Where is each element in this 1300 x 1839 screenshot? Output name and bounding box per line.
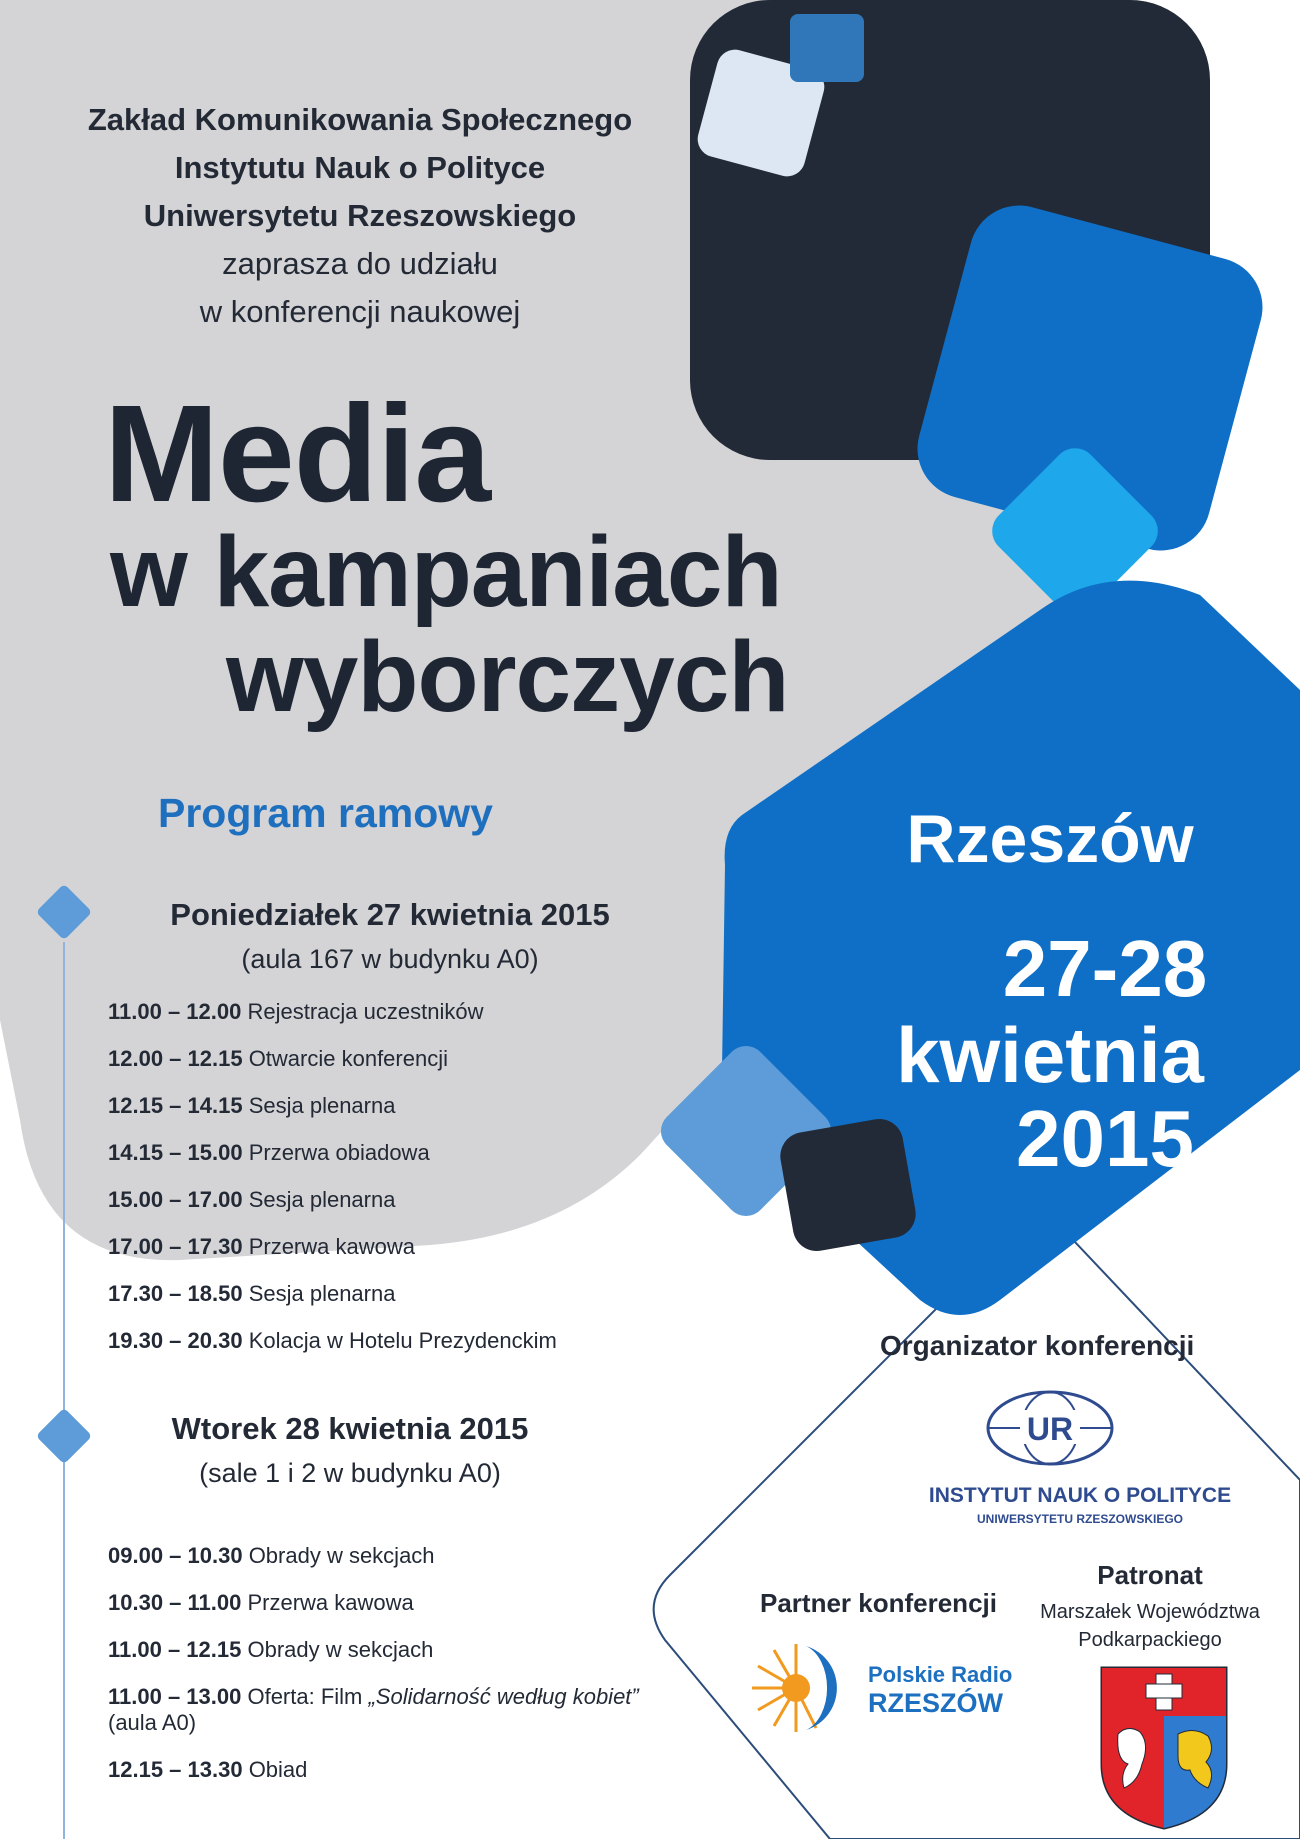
schedule-item: Otwarcie konferencji <box>242 1046 448 1071</box>
intro-line-4: zaprasza do udziału <box>222 246 498 281</box>
day1-schedule <box>108 999 668 1354</box>
polskie-radio-logo <box>748 1640 844 1736</box>
schedule-row <box>108 1328 668 1354</box>
title-line-1: Media <box>104 377 491 531</box>
schedule-row <box>108 1590 708 1616</box>
schedule-time: 14.15 – 15.00 <box>108 1140 243 1165</box>
schedule-row <box>108 1187 668 1213</box>
schedule-item-venue: (aula A0) <box>108 1710 197 1735</box>
event-year: 2015 <box>1016 1094 1194 1183</box>
schedule-item: Sesja plenarna <box>242 1281 396 1306</box>
schedule-item: Kolacja w Hotelu Prezydenckim <box>242 1328 557 1353</box>
day2-schedule <box>108 1543 708 1783</box>
navy-square-small <box>777 1115 920 1255</box>
intro-line-5: w konferencji naukowej <box>199 294 521 329</box>
schedule-row <box>108 1684 708 1736</box>
schedule-time: 19.30 – 20.30 <box>108 1328 243 1353</box>
schedule-item: Przerwa obiadowa <box>242 1140 430 1165</box>
coat-of-arms-icon <box>1098 1664 1230 1832</box>
schedule-time: 17.00 – 17.30 <box>108 1234 243 1259</box>
intro-line-1: Zakład Komunikowania Społecznego <box>87 102 633 137</box>
schedule-time: 11.00 – 12.15 <box>108 1637 242 1662</box>
schedule-row <box>108 1046 668 1072</box>
schedule-item: Przerwa kawowa <box>242 1234 415 1259</box>
intro-line-2: Instytutu Nauk o Polityce <box>174 150 546 185</box>
day2-heading: Wtorek 28 kwietnia 2015 <box>171 1411 529 1446</box>
schedule-row <box>108 999 668 1025</box>
schedule-item: Obrady w sekcjach <box>241 1637 434 1662</box>
title-line-2: w kampaniach <box>110 516 782 628</box>
schedule-film-title: „Solidarność według kobiet” <box>368 1684 639 1709</box>
schedule-time: 12.00 – 12.15 <box>108 1046 243 1071</box>
schedule-time: 15.00 – 17.00 <box>108 1187 243 1212</box>
schedule-time: 09.00 – 10.30 <box>108 1543 243 1568</box>
patron-heading: Patronat <box>1097 1560 1203 1590</box>
title-line-3: wyborczych <box>226 621 789 733</box>
schedule-time: 17.30 – 18.50 <box>108 1281 243 1306</box>
schedule-item: Sesja plenarna <box>242 1093 396 1118</box>
schedule-row <box>108 1543 708 1569</box>
schedule-row <box>108 1093 668 1119</box>
intro-block <box>40 96 680 336</box>
schedule-row <box>108 1757 708 1783</box>
event-month: kwietnia <box>896 1011 1204 1099</box>
organizer-name: INSTYTUT NAUK O POLITYCE <box>928 1484 1232 1507</box>
event-city: Rzeszów <box>906 801 1194 877</box>
partner-name: Polskie Radio <box>868 1662 1013 1687</box>
day1-heading: Poniedziałek 27 kwietnia 2015 <box>170 897 610 932</box>
schedule-item: Przerwa kawowa <box>241 1590 414 1615</box>
schedule-item: Rejestracja uczestników <box>241 999 484 1024</box>
schedule-item: Obrady w sekcjach <box>242 1543 435 1568</box>
partner-heading: Partner konferencji <box>760 1588 997 1618</box>
schedule-row <box>108 1234 668 1260</box>
schedule-time: 12.15 – 13.30 <box>108 1757 243 1782</box>
schedule-row <box>108 1281 668 1307</box>
program-heading: Program ramowy <box>158 790 493 836</box>
schedule-item: Sesja plenarna <box>242 1187 396 1212</box>
patron-line-1: Marszałek Województwa <box>1040 1601 1260 1623</box>
organizer-heading: Organizator konferencji <box>880 1330 1195 1361</box>
ur-logo <box>985 1388 1115 1468</box>
partner-city: RZESZÓW <box>868 1688 1003 1718</box>
patron-text <box>1040 1598 1260 1654</box>
patron-line-2: Podkarpackiego <box>1078 1629 1222 1651</box>
schedule-time: 10.30 – 11.00 <box>108 1590 242 1615</box>
schedule-time: 12.15 – 14.15 <box>108 1093 243 1118</box>
schedule-row <box>108 1637 708 1663</box>
day1-venue: (aula 167 w budynku A0) <box>241 944 539 974</box>
schedule-item: Oferta: Film <box>241 1684 369 1709</box>
intro-line-3: Uniwersytetu Rzeszowskiego <box>143 198 577 233</box>
day2-venue: (sale 1 i 2 w budynku A0) <box>199 1458 501 1488</box>
organizer-sub: UNIWERSYTETU RZESZOWSKIEGO <box>976 1512 1183 1526</box>
schedule-time: 11.00 – 12.00 <box>108 999 242 1024</box>
event-dates: 27-28 <box>1002 924 1208 1013</box>
ur-logo-letters: UR <box>1026 1411 1074 1447</box>
steel-square <box>790 14 864 82</box>
schedule-row <box>108 1140 668 1166</box>
schedule-time: 11.00 – 13.00 <box>108 1684 242 1709</box>
schedule-item: Obiad <box>242 1757 308 1782</box>
